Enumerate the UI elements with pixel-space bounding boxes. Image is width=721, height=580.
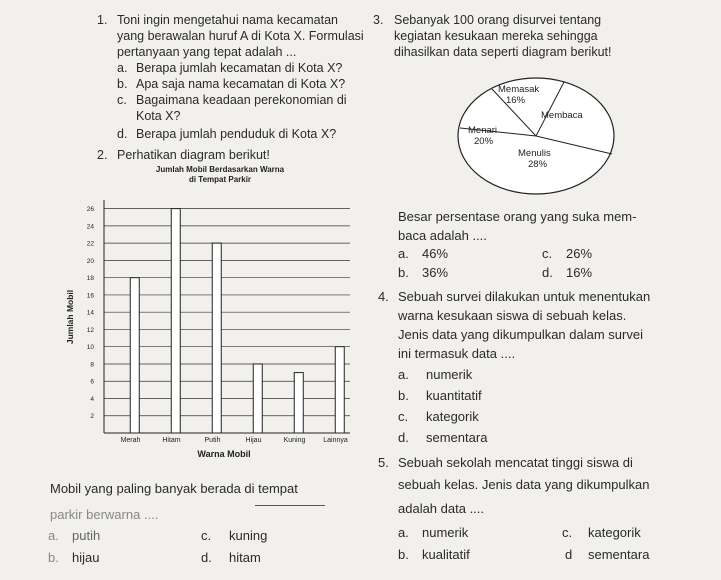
q3-number: 3. (373, 13, 384, 27)
q5-option-c-text: kategorik (588, 525, 641, 540)
q1-option-d-letter: d. (117, 127, 128, 141)
q2-question-line-1: Mobil yang paling banyak berada di tempat (50, 481, 298, 496)
pie-pct-menari: 20% (474, 136, 494, 147)
bar-lainnya (335, 347, 344, 433)
y-tick-label: 24 (86, 223, 94, 231)
q4-option-b-letter: b. (398, 388, 409, 403)
chart-bars (130, 209, 344, 433)
q5-option-d-text: sementara (588, 547, 650, 562)
y-tick-label: 14 (86, 309, 94, 317)
q3-option-b-text: 36% (422, 265, 449, 280)
x-tick-label: Putih (204, 437, 221, 444)
x-tick-label: Lainnya (323, 437, 348, 444)
bar-chart (60, 162, 360, 462)
pie-label-membaca: Membaca (541, 110, 583, 121)
q2-option-b-letter: b. (48, 550, 59, 565)
q4-option-c-text: kategorik (426, 409, 479, 424)
q2-option-d-letter: d. (201, 550, 212, 565)
q2-number: 2. (97, 148, 108, 162)
x-tick-label: Merah (120, 437, 141, 444)
q2-question-line-2: parkir berwarna .... (50, 507, 159, 522)
y-tick-label: 10 (86, 344, 94, 352)
pie-pct-menulis: 28% (528, 159, 548, 170)
chart-x-label: Warna Mobil (197, 449, 251, 459)
q1-option-c-text-2: Kota X? (136, 109, 181, 123)
x-tick-label: Hijau (245, 437, 262, 444)
q1-option-a-letter: a. (117, 61, 128, 75)
x-tick-label: Kuning (283, 437, 306, 444)
q2-option-c-text: kuning (229, 528, 268, 543)
pie-chart (452, 72, 622, 200)
y-tick-label: 26 (86, 206, 94, 214)
bar-hitam (171, 209, 180, 433)
q4-line-1: Sebuah survei dilakukan untuk menentukan (398, 289, 651, 304)
bar-kuning (294, 373, 303, 433)
q2-intro: Perhatikan diagram berikut! (117, 148, 270, 162)
q4-option-d-letter: d. (398, 430, 409, 445)
q1-option-b-text: Apa saja nama kecamatan di Kota X? (136, 77, 346, 91)
y-tick-label: 6 (90, 378, 94, 386)
q4-line-4: ini termasuk data .... (398, 346, 516, 361)
q3-line-1: Sebanyak 100 orang disurvei tentang (394, 13, 602, 27)
y-tick-label: 18 (86, 275, 94, 283)
q5-option-c-letter: c. (562, 525, 573, 540)
q5-option-d-letter: d (565, 547, 573, 562)
q3-question-line-1: Besar persentase orang yang suka mem- (398, 209, 637, 224)
q3-option-d-letter: d. (542, 265, 553, 280)
q3-line-3: dihasilkan data seperti diagram berikut! (394, 45, 612, 59)
y-tick-label: 8 (90, 361, 94, 369)
q5-number: 5. (378, 455, 389, 470)
q1-option-c-text-1: Bagaimana keadaan perekonomian di (136, 93, 347, 107)
q5-line-3: adalah data .... (398, 501, 485, 516)
q3-option-c-letter: c. (542, 246, 553, 261)
q5-option-a-text: numerik (422, 525, 469, 540)
chart-x-ticks (121, 437, 348, 444)
bar-hijau (253, 364, 262, 433)
q1-option-b-letter: b. (117, 77, 128, 91)
q4-line-2: warna kesukaan siswa di sebuah kelas. (398, 308, 627, 323)
chart-title-line-2: di Tempat Parkir (188, 175, 252, 184)
q4-option-c-letter: c. (398, 409, 409, 424)
q1-option-a-text: Berapa jumlah kecamatan di Kota X? (136, 61, 343, 75)
q4-line-3: Jenis data yang dikumpulkan dalam survei (398, 327, 643, 342)
x-tick-label: Hitam (162, 437, 181, 444)
q5-option-b-text: kualitatif (422, 547, 470, 562)
q3-option-b-letter: b. (398, 265, 409, 280)
q3-option-c-text: 26% (566, 246, 593, 261)
q1-line-3: pertanyaan yang tepat adalah ... (117, 45, 297, 59)
q1-number: 1. (97, 13, 108, 27)
handwritten-mark (255, 505, 325, 506)
pie-label-menari: Menari (468, 125, 498, 136)
bar-merah (130, 278, 139, 433)
pie-label-menulis: Menulis (518, 148, 551, 159)
q3-option-a-letter: a. (398, 246, 409, 261)
y-tick-label: 4 (90, 395, 94, 403)
q1-option-d-text: Berapa jumlah penduduk di Kota X? (136, 127, 337, 141)
q5-line-2: sebuah kelas. Jenis data yang dikumpulkan (398, 477, 650, 492)
q1-option-c-letter: c. (117, 93, 127, 107)
q3-question-line-2: baca adalah .... (398, 228, 487, 243)
q4-option-a-text: numerik (426, 367, 473, 382)
q2-option-a-letter: a. (48, 528, 59, 543)
q3-option-a-text: 46% (422, 246, 449, 261)
y-tick-label: 2 (90, 413, 94, 421)
q5-option-b-letter: b. (398, 547, 409, 562)
q4-number: 4. (378, 289, 389, 304)
q2-option-d-text: hitam (229, 550, 261, 565)
chart-y-label: Jumlah Mobil (65, 289, 75, 345)
q3-option-d-text: 16% (566, 265, 593, 280)
q2-option-c-letter: c. (201, 528, 212, 543)
y-tick-label: 12 (86, 326, 94, 334)
pie-pct-memasak: 16% (506, 95, 526, 106)
q3-line-2: kegiatan kesukaan mereka sehingga (394, 29, 598, 43)
q4-option-d-text: sementara (426, 430, 488, 445)
q5-line-1: Sebuah sekolah mencatat tinggi siswa di (398, 455, 633, 470)
q1-line-1: Toni ingin mengetahui nama kecamatan (117, 13, 338, 27)
q2-option-b-text: hijau (72, 550, 100, 565)
y-tick-label: 22 (86, 240, 94, 248)
bar-putih (212, 243, 221, 433)
q2-option-a-text: putih (72, 528, 101, 543)
y-tick-label: 20 (86, 257, 94, 265)
q5-option-a-letter: a. (398, 525, 409, 540)
y-tick-label: 16 (86, 292, 94, 300)
chart-title-line-1: Jumlah Mobil Berdasarkan Warna (155, 165, 285, 174)
pie-label-memasak: Memasak (498, 84, 540, 95)
q4-option-b-text: kuantitatif (426, 388, 482, 403)
chart-y-ticks (87, 206, 95, 420)
q1-line-2: yang berawalan huruf A di Kota X. Formulasi (117, 29, 364, 43)
chart-grid (104, 209, 350, 416)
q4-option-a-letter: a. (398, 367, 409, 382)
